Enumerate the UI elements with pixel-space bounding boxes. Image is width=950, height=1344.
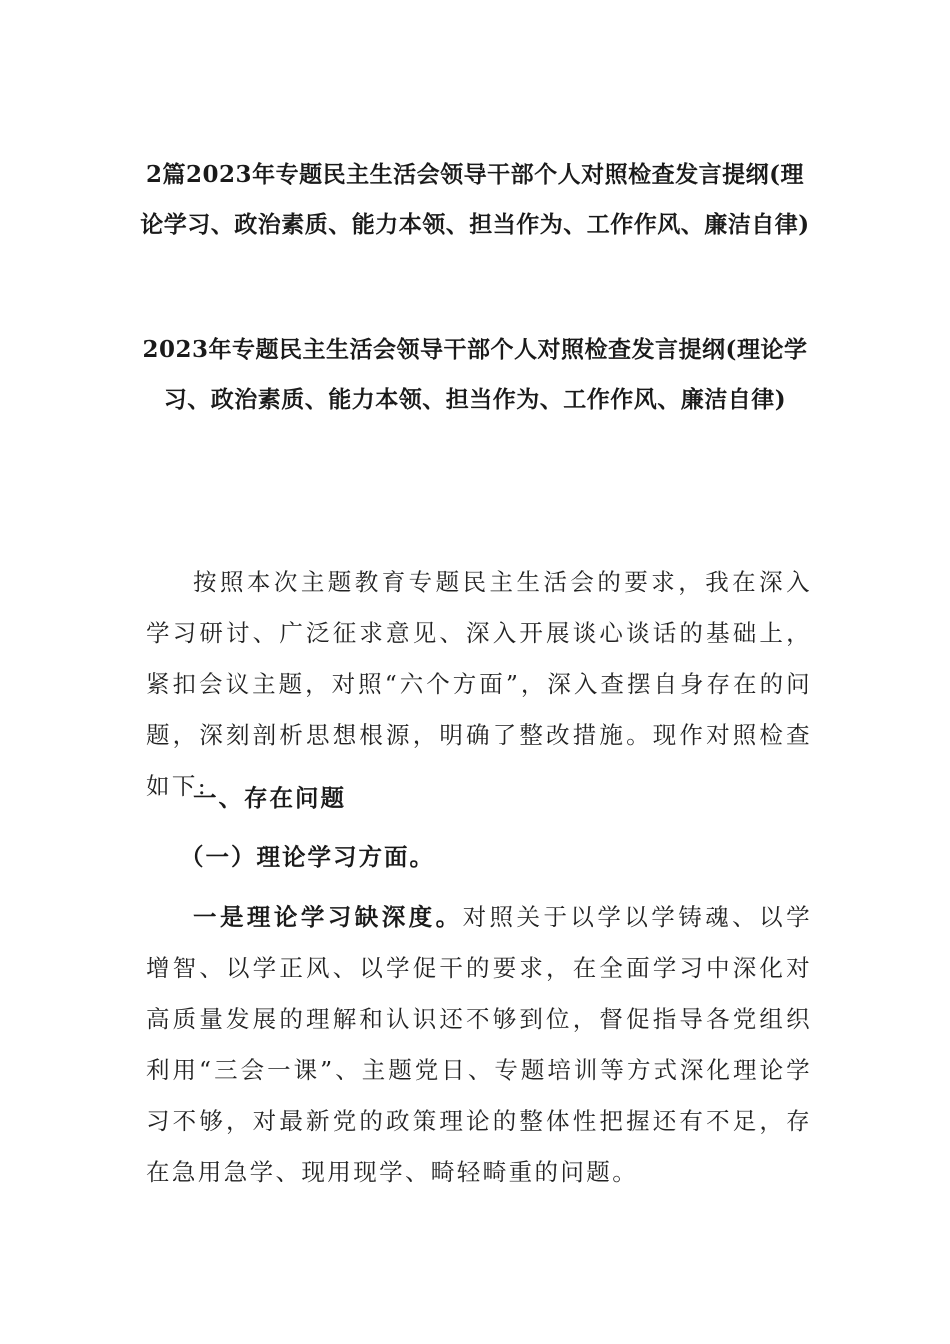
subsection-heading: （一）理论学习方面。: [180, 843, 435, 871]
point-lead-text: 一是理论学习缺深度。: [193, 903, 463, 931]
point-paragraph: [146, 892, 812, 1198]
document-subtitle: 2023年专题民主生活会领导干部个人对照检查发言提纲(理论学习、政治素质、能力本领、担当作为、工作作风、廉洁自律): [142, 336, 808, 413]
point-body-text: 对照关于以学以学铸魂、以学增智、以学正风、以学促干的要求，在全面学习中深化对高质量发展的理解和认识还不够到位，督促指导各党组织利用“三会一课”、主题党日、专题培训等方式深化理论学习不够，对最新党的政策理论的整体性把握还有不足，存在急用急学、现用现学、畸轻畸重的问题。: [146, 903, 813, 1186]
document-title: 2篇2023年专题民主生活会领导干部个人对照检查发言提纲(理论学习、政治素质、能力本领、担当作为、工作作风、廉洁自律): [140, 161, 810, 238]
intro-paragraph: 按照本次主题教育专题民主生活会的要求，我在深入学习研讨、广泛征求意见、深入开展谈心谈话的基础上，紧扣会议主题，对照“六个方面”，深入查摆自身存在的问题，深刻剖析思想根源，明确了整改措施。现作对照检查如下:: [146, 568, 812, 800]
section-heading: 一、存在问题: [193, 784, 346, 812]
